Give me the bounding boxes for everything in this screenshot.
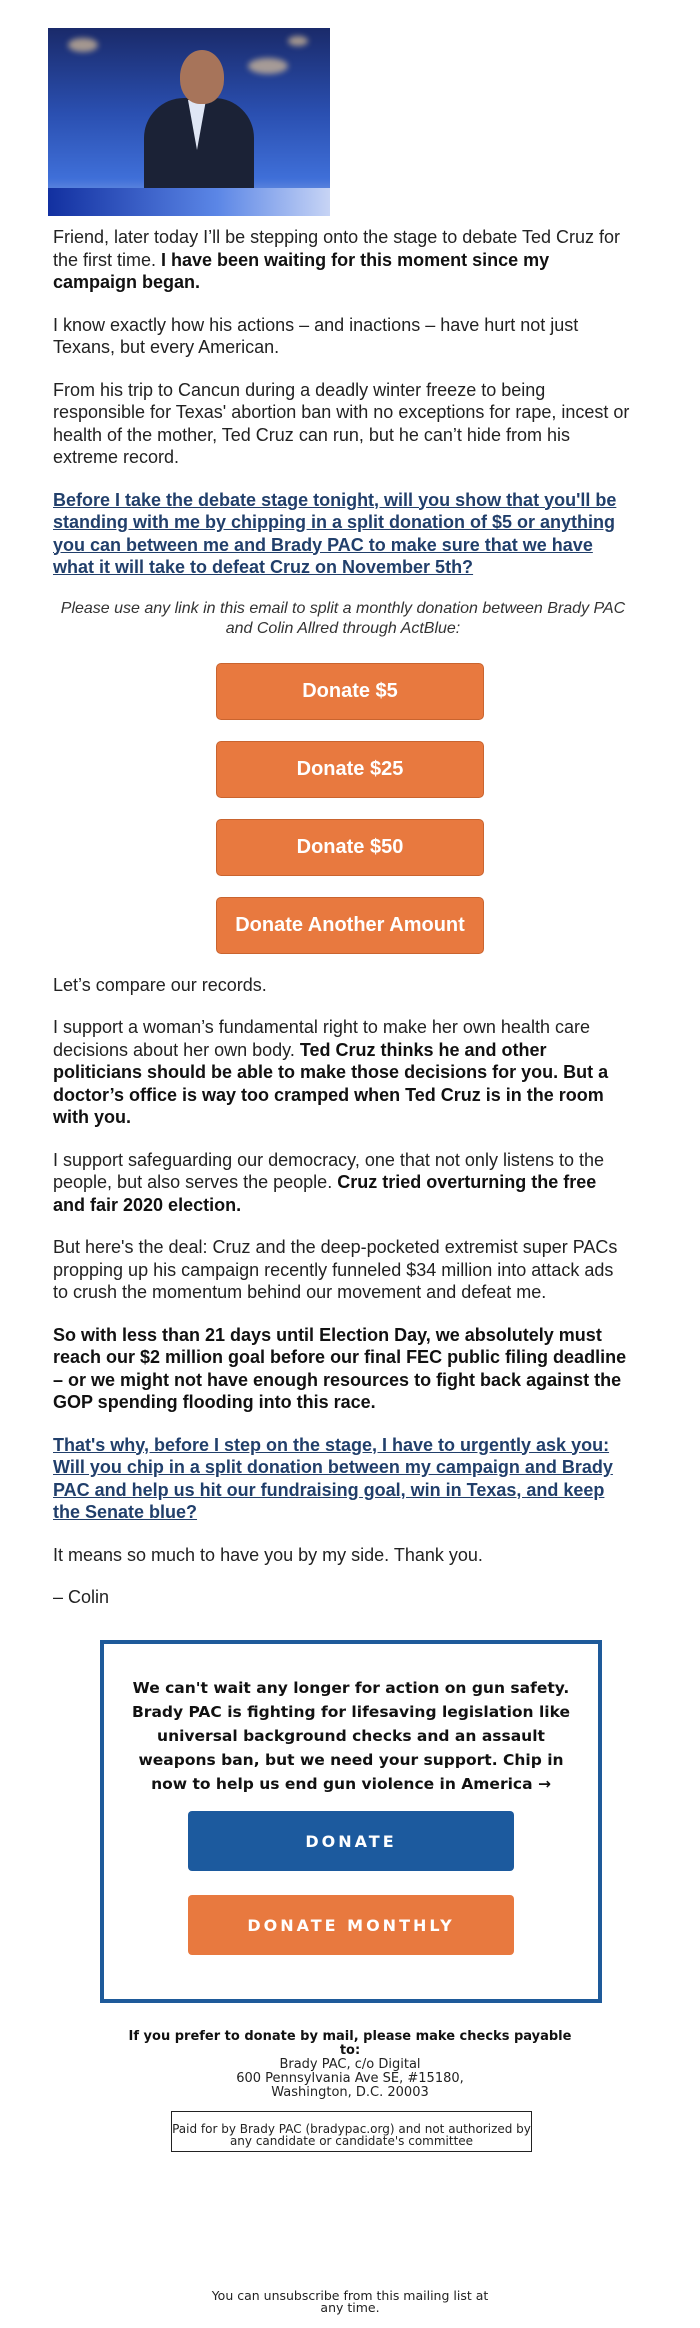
donate-link-secondary[interactable]: That's why, before I step on the stage, I have to urgently ask you: Will you chip in a split donation between my campaign and Brady PAC and help us hit our fundraising goal, win in Texas, and keep the Senate blue? (53, 1434, 613, 1522)
actblue-note: Please use any link in this email to split a monthly donation between Brady PAC and Colin Allred through ActBlue: (60, 599, 626, 637)
brady-pac-callout (100, 1640, 602, 2003)
paragraph: I know exactly how his actions – and inactions – have hurt not just Texans, but every American. (53, 314, 579, 357)
unsubscribe-notice (0, 2290, 700, 2314)
paragraph: I support a woman’s fundamental right to make her own health care decisions about her own body. Ted Cruz thinks he and other politicians should be able to make those decisions for you. But a doctor’s office is way too cramped when Ted Cruz is in the room with you. (53, 1017, 609, 1127)
donate-50-button[interactable]: Donate $50 (216, 819, 484, 876)
paragraph-thanks: It means so much to have you by my side. Thank you. (53, 1544, 483, 1565)
paid-for-disclaimer: Paid for by Brady PAC (bradypac.org) and not authorized by any candidate or candidate's committee (171, 2111, 532, 2152)
mail-donation-info (0, 2030, 700, 2100)
mail-heading: If you prefer to donate by mail, please make checks payable to: (128, 2029, 572, 2058)
donate-button-group (0, 663, 700, 954)
donate-button[interactable]: DONATE (188, 1811, 514, 1871)
donate-link-primary[interactable]: Before I take the debate stage tonight, will you show that you'll be standing with me by chipping in a split donation of $5 or anything you can between me and Brady PAC to make sure that we have what it will take to defeat Cruz on November 5th? (53, 489, 617, 577)
paragraph-intro: Friend, later today I’ll be stepping onto the stage to debate Ted Cruz for the first time. I have been waiting for this moment since my campaign began. (53, 227, 621, 292)
signoff: – Colin (53, 1587, 110, 1607)
donate-5-button[interactable]: Donate $5 (216, 663, 484, 720)
paragraph-urgent: So with less than 21 days until Election Day, we absolutely must reach our $2 million goal before our final FEC public filing deadline – or we might not have enough resources to fight back against the GOP spending flooding into this race. (53, 1324, 627, 1412)
paragraph: Let’s compare our records. (53, 974, 267, 995)
donate-25-button[interactable]: Donate $25 (216, 741, 484, 798)
email-body (53, 226, 633, 1629)
paragraph: I support safeguarding our democracy, one that not only listens to the people, but also serves the people. Cruz tried overturning the free and fair 2020 election. (53, 1149, 604, 1215)
candidate-photo (48, 28, 330, 216)
paragraph: But here's the deal: Cruz and the deep-pocketed extremist super PACs propping up his campaign recently funneled $34 million into attack ads to crush the momentum behind our movement and defeat me. (53, 1237, 618, 1302)
donate-monthly-button[interactable]: DONATE MONTHLY (188, 1895, 514, 1955)
donate-other-amount-button[interactable]: Donate Another Amount (216, 897, 484, 954)
callout-message: We can't wait any longer for action on gun safety. Brady PAC is fighting for lifesaving legislation like universal background checks and an assault weapons ban, but we need your support. Chip in now to help us end gun violence in America → (131, 1679, 571, 1793)
address-line: Washington, D.C. 20003 (271, 2085, 429, 2100)
address-line: 600 Pennsylvania Ave SE, #15180, (236, 2071, 464, 2086)
unsubscribe-link[interactable]: You can unsubscribe from this mailing list at any time. (211, 2288, 489, 2315)
address-line: Brady PAC, c/o Digital (279, 2057, 421, 2072)
paragraph: From his trip to Cancun during a deadly winter freeze to being responsible for Texas' abortion ban with no exceptions for rape, incest or health of the mother, Ted Cruz can run, but he can’t hide from his extreme record. (53, 379, 630, 467)
